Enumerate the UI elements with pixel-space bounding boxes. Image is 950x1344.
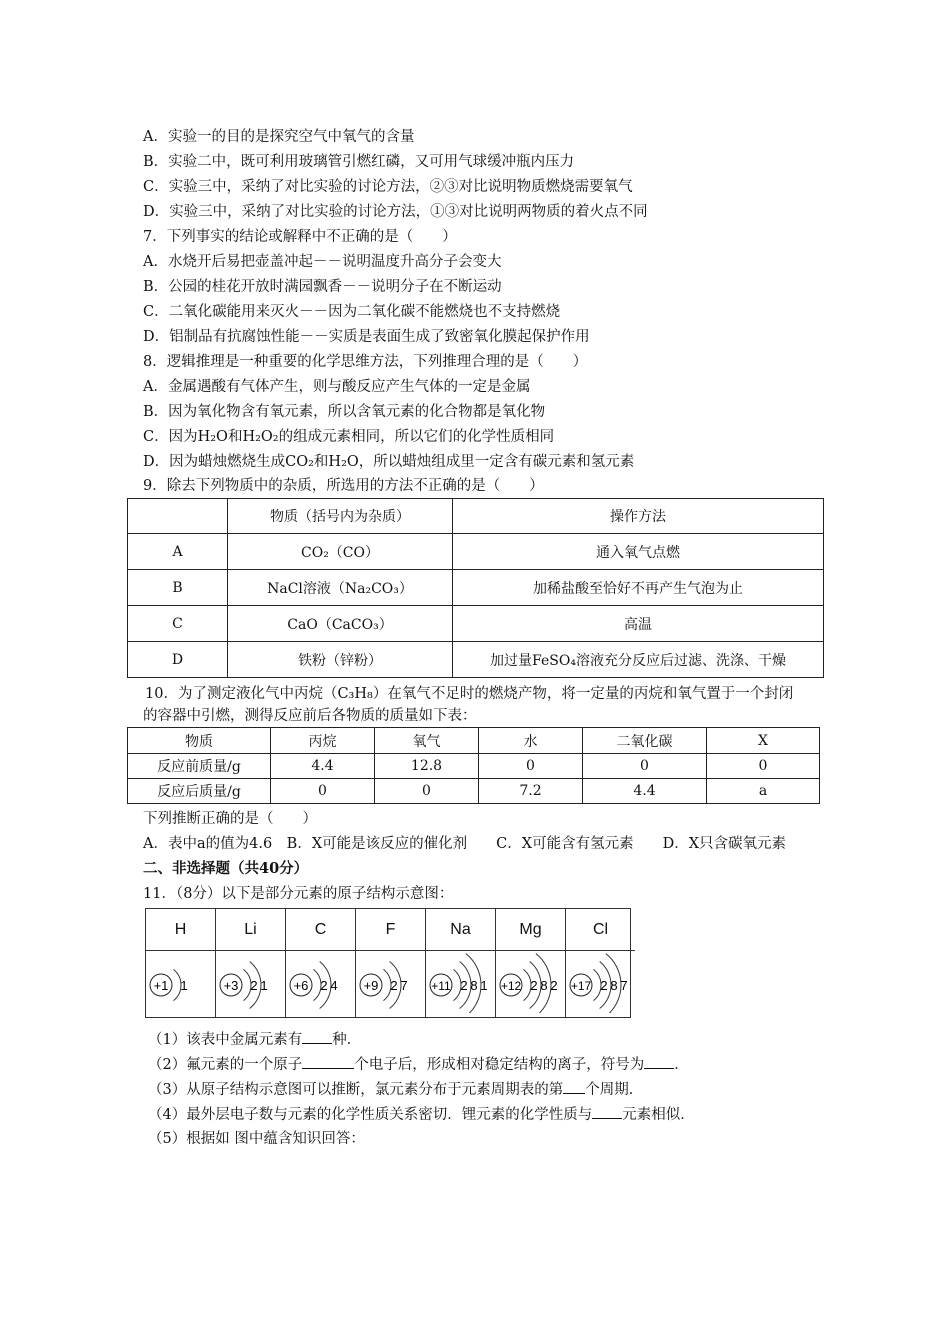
element-symbol: H <box>146 909 215 951</box>
question-7: 7．下列事实的结论或解释中不正确的是（ ） <box>143 229 457 245</box>
atom-diagram <box>286 951 355 1017</box>
sub-question-4 <box>148 1104 695 1125</box>
question-10-line1: 10．为了测定液化气中丙烷（C₃H₈）在氧气不足时的燃烧产物，将一定量的丙烷和氧气置于一个封闭 <box>145 686 794 702</box>
table-cell: 丙烷 <box>271 728 375 754</box>
table-cell <box>128 499 228 534</box>
sub-question-text: 元素相似． <box>622 1107 695 1123</box>
answer-blank[interactable] <box>592 1104 622 1119</box>
sub-question-text: 个电子后，形成相对稳定结构的离子，符号为 <box>354 1057 645 1073</box>
table-row <box>128 779 820 804</box>
table-cell: 反应后质量/g <box>128 779 271 804</box>
answer-blank[interactable] <box>644 1054 674 1069</box>
sub-question-5: （5）根据如 图中蕴含知识回答： <box>148 1131 365 1147</box>
table-cell: 加稀盐酸至恰好不再产生气泡为止 <box>453 570 824 606</box>
atom-column <box>355 909 425 1017</box>
option-b-line: B．实验二中，既可利用玻璃管引燃红磷，又可用气球缓冲瓶内压力 <box>143 154 575 170</box>
atom-column <box>215 909 285 1017</box>
answer-blank[interactable] <box>563 1079 585 1094</box>
element-symbol: Li <box>216 909 285 951</box>
sub-question-text: 个周期． <box>585 1082 644 1098</box>
sub-question-1 <box>148 1029 361 1050</box>
shell-electron-count: 8 <box>540 978 548 993</box>
shell-electron-count: 1 <box>260 978 268 993</box>
q7-option-a: A．水烧开后易把壶盖冲起－－说明温度升高分子会变大 <box>143 254 502 270</box>
nucleus-charge: +11 <box>431 979 451 993</box>
table-cell: CO₂（CO） <box>228 534 453 570</box>
table-cell: 操作方法 <box>453 499 824 534</box>
atom-diagram-svg <box>566 951 635 1013</box>
element-symbol: F <box>356 909 425 951</box>
question-11: 11．（8分）以下是部分元素的原子结构示意图： <box>143 886 454 902</box>
option-c-line: C．实验三中，采纳了对比实验的讨论方法，②③对比说明物质燃烧需要氧气 <box>143 179 633 195</box>
q8-option-b: B．因为氧化物含有氧元素，所以含氧元素的化合物都是氧化物 <box>143 404 546 420</box>
table-cell: 氧气 <box>375 728 479 754</box>
q7-option-d: D．铝制品有抗腐蚀性能－－实质是表面生成了致密氧化膜起保护作用 <box>143 329 590 345</box>
table-row <box>128 534 824 570</box>
table-header-row <box>128 499 824 534</box>
table-header-row <box>128 728 820 754</box>
answer-blank[interactable] <box>302 1054 354 1069</box>
table-cell: 高温 <box>453 606 824 642</box>
table-cell: 4.4 <box>271 754 375 779</box>
atom-column <box>495 909 565 1017</box>
table-cell: B <box>128 570 228 606</box>
sub-question-2 <box>148 1054 689 1075</box>
atom-diagram <box>146 951 215 1017</box>
shell-electron-count: 2 <box>530 978 538 993</box>
atom-diagram-svg <box>286 951 355 1013</box>
shell-electron-count: 2 <box>320 978 328 993</box>
element-symbol: Mg <box>496 909 565 951</box>
table-cell: 7.2 <box>479 779 583 804</box>
table-cell: 反应前质量/g <box>128 754 271 779</box>
table-cell: C <box>128 606 228 642</box>
atom-diagram-svg <box>216 951 285 1013</box>
table-cell: 0 <box>707 754 820 779</box>
question-10-line2: 的容器中引燃，测得反应前后各物质的质量如下表： <box>143 708 477 724</box>
table-cell: 二氧化碳 <box>583 728 707 754</box>
element-symbol: C <box>286 909 355 951</box>
atom-diagram-svg <box>496 951 565 1013</box>
table-cell: 4.4 <box>583 779 707 804</box>
nucleus-charge: +17 <box>570 979 592 993</box>
q10-after: 下列推断正确的是（ ） <box>143 811 317 827</box>
table-row <box>128 642 824 678</box>
table-cell: 0 <box>583 754 707 779</box>
table-cell: NaCl溶液（Na₂CO₃） <box>228 570 453 606</box>
atom-diagram <box>426 951 495 1017</box>
nucleus-charge: +9 <box>363 978 379 993</box>
atom-diagram-svg <box>356 951 425 1013</box>
table-cell: X <box>707 728 820 754</box>
table-cell: 12.8 <box>375 754 479 779</box>
shell-electron-count: 2 <box>390 978 398 993</box>
q9-table <box>127 498 824 678</box>
table-cell: CaO（CaCO₃） <box>228 606 453 642</box>
table-cell: 物质（括号内为杂质） <box>228 499 453 534</box>
question-8: 8．逻辑推理是一种重要的化学思维方法，下列推理合理的是（ ） <box>143 354 588 370</box>
element-symbol: Na <box>426 909 495 951</box>
nucleus-charge: +3 <box>223 978 239 993</box>
nucleus-charge: +1 <box>153 978 169 993</box>
table-row <box>128 754 820 779</box>
table-cell: 水 <box>479 728 583 754</box>
q8-option-d: D．因为蜡烛燃烧生成CO₂和H₂O，所以蜡烛组成里一定含有碳元素和氢元素 <box>143 454 635 470</box>
atom-structure-table <box>145 908 631 1018</box>
shell-electron-count: 8 <box>470 978 478 993</box>
q10-table <box>127 727 820 804</box>
q8-option-c: C．因为H₂O和H₂O₂的组成元素相同，所以它们的化学性质相同 <box>143 429 555 445</box>
shell-electron-count: 2 <box>600 978 608 993</box>
table-cell: a <box>707 779 820 804</box>
option-d-line: D．实验三中，采纳了对比实验的讨论方法，①③对比说明两物质的着火点不同 <box>143 204 648 220</box>
atom-column <box>565 909 635 1017</box>
atom-diagram <box>496 951 565 1017</box>
shell-electron-count: 8 <box>610 978 618 993</box>
element-symbol: Cl <box>566 909 635 951</box>
table-cell: 物质 <box>128 728 271 754</box>
nucleus-charge: +6 <box>293 978 309 993</box>
nucleus-charge: +12 <box>500 979 522 993</box>
sub-question-text: 种． <box>332 1032 362 1048</box>
shell-electron-count: 7 <box>400 978 408 993</box>
shell-electron-count: 2 <box>550 978 558 993</box>
atom-column <box>425 909 495 1017</box>
section-heading: 二、非选择题（共40分） <box>143 860 309 877</box>
table-cell: 通入氧气点燃 <box>453 534 824 570</box>
shell-electron-count: 4 <box>330 978 338 993</box>
atom-column <box>146 909 215 1017</box>
answer-blank[interactable] <box>302 1029 332 1044</box>
q7-option-b: B．公园的桂花开放时满园飘香－－说明分子在不断运动 <box>143 279 502 295</box>
q8-option-a: A．金属遇酸有气体产生，则与酸反应产生气体的一定是金属 <box>143 379 531 395</box>
table-cell: 0 <box>271 779 375 804</box>
table-cell: D <box>128 642 228 678</box>
option-a-line: A．实验一的目的是探究空气中氧气的含量 <box>143 129 415 145</box>
sub-question-text: （2）氟元素的一个原子 <box>148 1057 303 1073</box>
shell-electron-count: 1 <box>180 978 188 993</box>
atom-diagram <box>566 951 635 1017</box>
sub-question-text: （3）从原子结构示意图可以推断，氯元素分布于元素周期表的第 <box>148 1082 564 1098</box>
atom-diagram <box>356 951 425 1017</box>
sub-question-text: ． <box>674 1057 689 1073</box>
question-9: 9．除去下列物质中的杂质，所选用的方法不正确的是（ ） <box>143 478 544 494</box>
q10-options: A．表中a的值为4.6 B．X可能是该反应的催化剂 C．X可能含有氢元素 D．X只含碳氧元素 <box>143 836 787 852</box>
table-cell: 加过量FeSO₄溶液充分反应后过滤、洗涤、干燥 <box>453 642 824 678</box>
sub-question-3 <box>148 1079 643 1100</box>
shell-electron-count: 1 <box>480 978 488 993</box>
sub-question-text: （1）该表中金属元素有 <box>148 1032 303 1048</box>
q7-option-c: C．二氧化碳能用来灭火－－因为二氧化碳不能燃烧也不支持燃烧 <box>143 304 561 320</box>
atom-diagram <box>216 951 285 1017</box>
table-cell: A <box>128 534 228 570</box>
sub-question-text: （4）最外层电子数与元素的化学性质关系密切．锂元素的化学性质与 <box>148 1107 593 1123</box>
atom-diagram-svg <box>146 951 215 1013</box>
table-cell: 0 <box>479 754 583 779</box>
shell-electron-count: 7 <box>620 978 628 993</box>
shell-electron-count: 2 <box>250 978 258 993</box>
table-row <box>128 570 824 606</box>
shell-electron-count: 2 <box>460 978 468 993</box>
table-cell: 0 <box>375 779 479 804</box>
atom-diagram-svg <box>426 951 495 1013</box>
atom-column <box>285 909 355 1017</box>
table-row <box>128 606 824 642</box>
table-cell: 铁粉（锌粉） <box>228 642 453 678</box>
